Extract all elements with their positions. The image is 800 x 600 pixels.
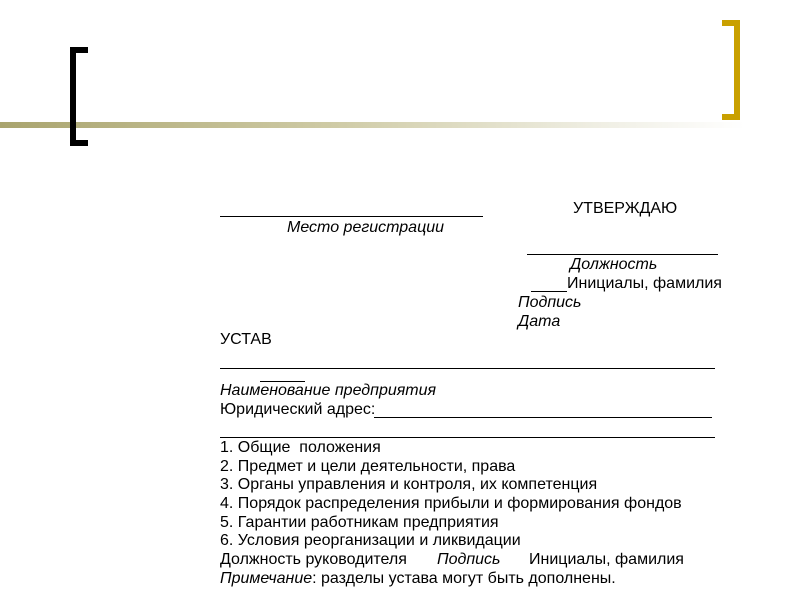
bracket-top-arm bbox=[70, 47, 88, 53]
signature-label: Подпись bbox=[518, 294, 582, 311]
position-label: Должность bbox=[570, 256, 658, 273]
horizontal-accent-rule bbox=[0, 122, 745, 128]
bracket-vertical-bar bbox=[70, 47, 76, 146]
section-item: 5. Гарантии работникам предприятия bbox=[220, 514, 499, 531]
head-position-label: Должность руководителя bbox=[220, 551, 407, 568]
legal-address-blank bbox=[374, 417, 712, 418]
section-item: 2. Предмет и цели деятельности, права bbox=[220, 458, 516, 475]
section-item: 1. Общие положения bbox=[220, 439, 381, 456]
bracket-bottom-arm bbox=[70, 140, 88, 146]
charter-title: УСТАВ bbox=[220, 331, 272, 348]
date-label: Дата bbox=[518, 313, 561, 330]
registration-place-blank bbox=[220, 216, 483, 217]
bracket-vertical-bar bbox=[734, 20, 740, 120]
company-name-label: Наименование предприятия bbox=[220, 382, 437, 399]
head-signature-label: Подпись bbox=[437, 551, 501, 568]
bracket-bottom-arm bbox=[722, 114, 740, 120]
initials-blank bbox=[531, 291, 567, 292]
note-line bbox=[220, 570, 616, 588]
section-item: 6. Условия реорганизации и ликвидации bbox=[220, 532, 521, 549]
section-item: 3. Органы управления и контроля, их компетенция bbox=[220, 476, 598, 493]
note-text: : разделы устава могут быть дополнены. bbox=[312, 570, 616, 587]
note-label: Примечание bbox=[220, 570, 313, 587]
section-item: 4. Порядок распределения прибыли и формирования фондов bbox=[220, 495, 682, 512]
initials-label: Инициалы, фамилия bbox=[567, 275, 722, 292]
company-name-blank bbox=[220, 368, 715, 369]
approve-label: УТВЕРЖДАЮ bbox=[573, 200, 678, 217]
legal-address-blank-second bbox=[220, 437, 715, 438]
legal-address-label: Юридический адрес: bbox=[220, 401, 376, 418]
position-blank bbox=[527, 254, 718, 255]
registration-place-label: Место регистрации bbox=[287, 219, 445, 236]
head-initials-label: Инициалы, фамилия bbox=[529, 551, 684, 568]
bracket-top-arm bbox=[722, 20, 740, 26]
